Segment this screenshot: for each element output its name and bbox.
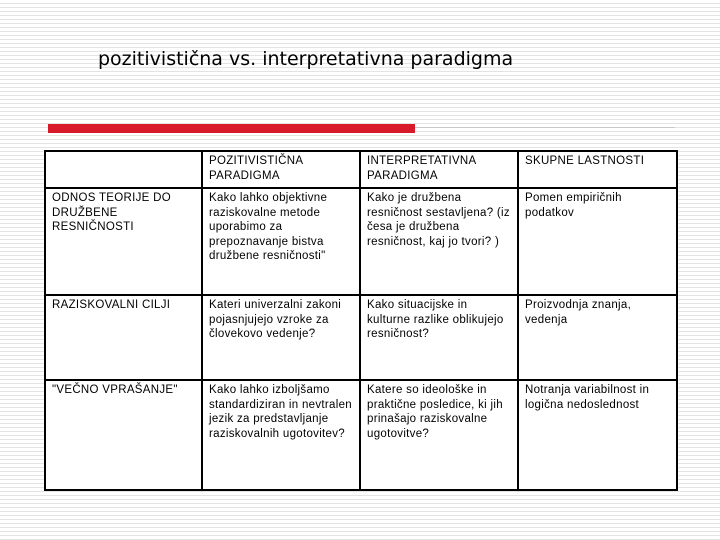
table-cell [360, 188, 518, 295]
table-row [45, 380, 677, 490]
row-header-text: RAZISKOVALNI CILJI [52, 299, 171, 311]
row-header-cell [45, 380, 202, 490]
row-header-cell [45, 295, 202, 380]
cell-text: Proizvodnja znanja, vedenja [525, 299, 632, 326]
cell-text: Pomen empiričnih podatkov [525, 192, 622, 219]
divider-line [415, 127, 675, 128]
comparison-table [44, 150, 678, 491]
cell-text: Katere so ideološke in praktične posledice, ki jih prinašajo raziskovalne ugotovitve? [367, 384, 503, 440]
table-cell [360, 295, 518, 380]
accent-bar [48, 124, 415, 133]
slide-title: pozitivistična vs. interpretativna paradigma [98, 48, 514, 70]
cell-text: Kako situacijske in kulturne razlike oblikujejo resničnost? [367, 299, 504, 340]
header-interpretive-text: INTERPRETATIVNA PARADIGMA [367, 155, 476, 182]
table-row [45, 295, 677, 380]
cell-text: Notranja variabilnost in logična nedoslednost [525, 384, 650, 411]
row-header-text: ODNOS TEORIJE DO DRUŽBENE RESNIČNOSTI [52, 192, 171, 233]
cell-text: Kako lahko izboljšamo standardiziran in nevtralen jezik za predstavljanje raziskovalnih ugotovitev? [209, 384, 352, 440]
header-common-text: SKUPNE LASTNOSTI [525, 155, 645, 167]
table-cell [202, 295, 360, 380]
header-positivist-text: POZITIVISTIČNA PARADIGMA [209, 155, 303, 182]
table-cell [202, 380, 360, 490]
table-cell [202, 188, 360, 295]
table-row [45, 188, 677, 295]
cell-text: Kako je družbena resničnost sestavljena? (iz česa je družbena resničnost, kaj jo tvori? ) [367, 192, 510, 248]
table-header-row [45, 151, 677, 188]
cell-text: Kateri univerzalni zakoni pojasnjujejo vzroke za človekovo vedenje? [209, 299, 342, 340]
header-common [518, 151, 677, 188]
header-corner-cell [45, 151, 202, 188]
table-cell [518, 295, 677, 380]
header-positivist [202, 151, 360, 188]
table-cell [518, 188, 677, 295]
cell-text: Kako lahko objektivne raziskovalne metode uporabimo za prepoznavanje bistva družbene resničnosti" [209, 192, 328, 262]
table-cell [518, 380, 677, 490]
row-header-text: "VEČNO VPRAŠANJE" [52, 384, 178, 396]
row-header-cell [45, 188, 202, 295]
header-interpretive [360, 151, 518, 188]
table-cell [360, 380, 518, 490]
